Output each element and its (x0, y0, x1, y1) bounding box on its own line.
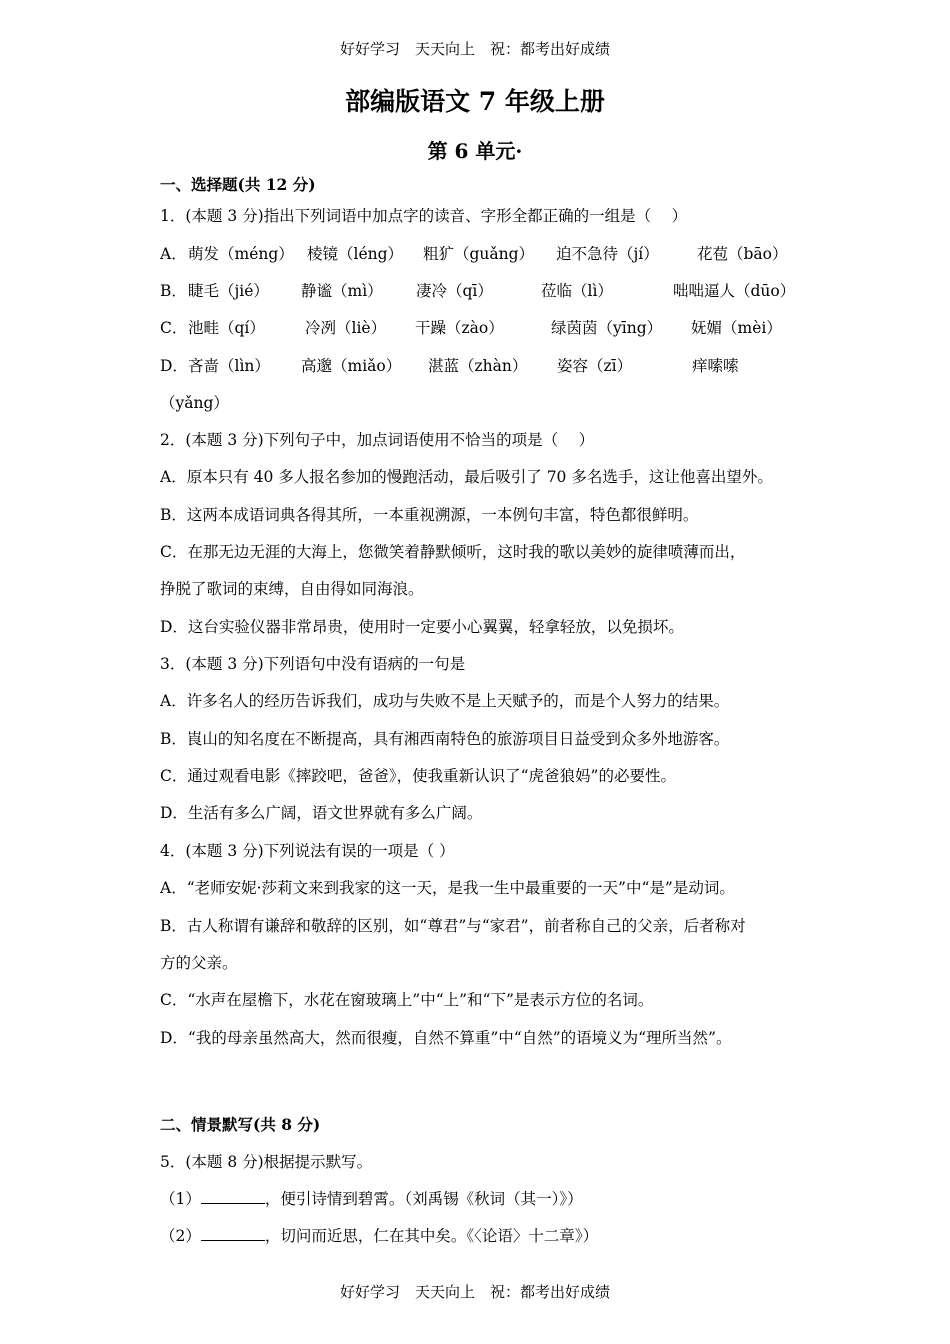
page-header: 好好学习 天天向上 祝：都考出好成绩 (339, 40, 610, 58)
q1-b-item: 静谧（mì） (301, 282, 383, 300)
q1-b-item: 睫毛（jié） (188, 282, 269, 300)
q4-option-a: A．“老师安妮·莎莉文来到我家的这一天，是我一生中最重要的一天”中“是”是动词。 (160, 879, 735, 897)
q4-option-c: C．“水声在屋檐下，水花在窗玻璃上”中“上”和“下”是表示方位的名词。 (160, 991, 654, 1009)
unit-subtitle: 第 6 单元· (427, 139, 523, 163)
q1-b-label: B． (160, 282, 187, 300)
q5-line-2 (160, 1226, 598, 1246)
answer-blank[interactable] (201, 1226, 265, 1241)
q1-a-item: 萌发（méng） (188, 245, 294, 263)
q4-option-b: B．古人称谓有谦辞和敬辞的区别，如“尊君”与“家君”，前者称自己的父亲，后者称对 (160, 917, 746, 935)
q3-option-a: A．许多名人的经历告诉我们，成功与失败不是上天赋予的，而是个人努力的结果。 (160, 692, 730, 710)
q4-option-d: D．“我的母亲虽然高大，然而很瘦，自然不算重”中“自然”的语境义为“理所当然”。 (160, 1029, 732, 1047)
q5-2-text: ，切问而近思，仁在其中矣。《〈论语〉十二章》） (264, 1227, 599, 1245)
q1-b-item: 凄冷（qī） (416, 282, 493, 300)
q1-c-item: 池畦（qí） (188, 319, 265, 337)
q2-option-d: D．这台实验仪器非常昂贵，使用时一定要小心翼翼，轻拿轻放，以免损坏。 (160, 618, 684, 636)
q4-option-b-cont: 方的父亲。 (160, 954, 238, 972)
page-title: 部编版语文 7 年级上册 (345, 87, 605, 116)
q1-c-item: 绿茵茵（yīng） (551, 319, 663, 337)
q3-option-c: C．通过观看电影《摔跤吧，爸爸》，使我重新认识了“虎爸狼妈”的必要性。 (160, 767, 676, 785)
q4-stem: 4．(本题 3 分)下列说法有误的一项是（ ） (160, 842, 455, 860)
q1-d-item: 吝啬（lìn） (188, 357, 270, 375)
q1-c-item: 冷冽（liè） (305, 319, 387, 337)
q5-2-number: （2） (160, 1227, 201, 1245)
q2-option-c-cont: 挣脱了歌词的束缚，自由得如同海浪。 (160, 580, 424, 598)
q1-a-item: 花苞（bāo） (697, 245, 788, 263)
q2-stem: 2．(本题 3 分)下列句子中，加点词语使用不恰当的项是（ ） (160, 431, 595, 449)
q1-b-item: 莅临（lì） (541, 282, 613, 300)
q1-c-label: C． (160, 319, 188, 337)
q5-line-1 (160, 1189, 583, 1209)
q1-a-label: A． (160, 245, 187, 263)
q1-d-item: 高邈（miǎo） (301, 357, 402, 375)
q1-d-wrap: （yǎng） (160, 394, 229, 412)
q1-d-label: D． (160, 357, 188, 375)
q1-a-item: 粗犷（guǎng） (423, 245, 535, 263)
q1-d-item: 痒嗦嗦 (692, 357, 739, 375)
q3-stem: 3．(本题 3 分)下列语句中没有语病的一句是 (160, 655, 466, 673)
q1-c-item: 干躁（zào） (415, 319, 504, 337)
q1-c-item: 妩媚（mèi） (691, 319, 782, 337)
q1-d-item: 姿容（zī） (557, 357, 633, 375)
q2-option-b: B．这两本成语词典各得其所，一本重视溯源，一本例句丰富，特色都很鲜明。 (160, 506, 699, 524)
q2-option-c: C．在那无边无涯的大海上，您微笑着静默倾听，这时我的歌以美妙的旋律喷薄而出， (160, 543, 746, 561)
q1-a-item: 迫不急待（jí） (556, 245, 659, 263)
q1-b-item: 咄咄逼人（dūo） (673, 282, 796, 300)
q5-stem: 5．(本题 8 分)根据提示默写。 (160, 1153, 373, 1171)
answer-blank[interactable] (201, 1189, 265, 1204)
page-footer: 好好学习 天天向上 祝：都考出好成绩 (339, 1283, 610, 1301)
q1-d-item: 湛蓝（zhàn） (428, 357, 528, 375)
q5-1-number: （1） (160, 1190, 201, 1208)
q2-option-a: A．原本只有 40 多人报名参加的慢跑活动，最后吸引了 70 多名选手，这让他喜出望外。 (160, 468, 773, 486)
q3-option-d: D．生活有多么广阔，语文世界就有多么广阔。 (160, 804, 483, 822)
section-2-title: 二、情景默写(共 8 分) (160, 1115, 321, 1134)
q1-stem: 1．(本题 3 分)指出下列词语中加点字的读音、字形全都正确的一组是（ ） (160, 207, 688, 225)
q3-option-b: B．崀山的知名度在不断提高，具有湘西南特色的旅游项目日益受到众多外地游客。 (160, 730, 730, 748)
q1-a-item: 棱镜（léng） (307, 245, 404, 263)
section-1-title: 一、选择题(共 12 分) (160, 175, 316, 194)
q5-1-text: ，便引诗情到碧霄。（刘禹锡《秋词（其一）》） (264, 1190, 583, 1208)
